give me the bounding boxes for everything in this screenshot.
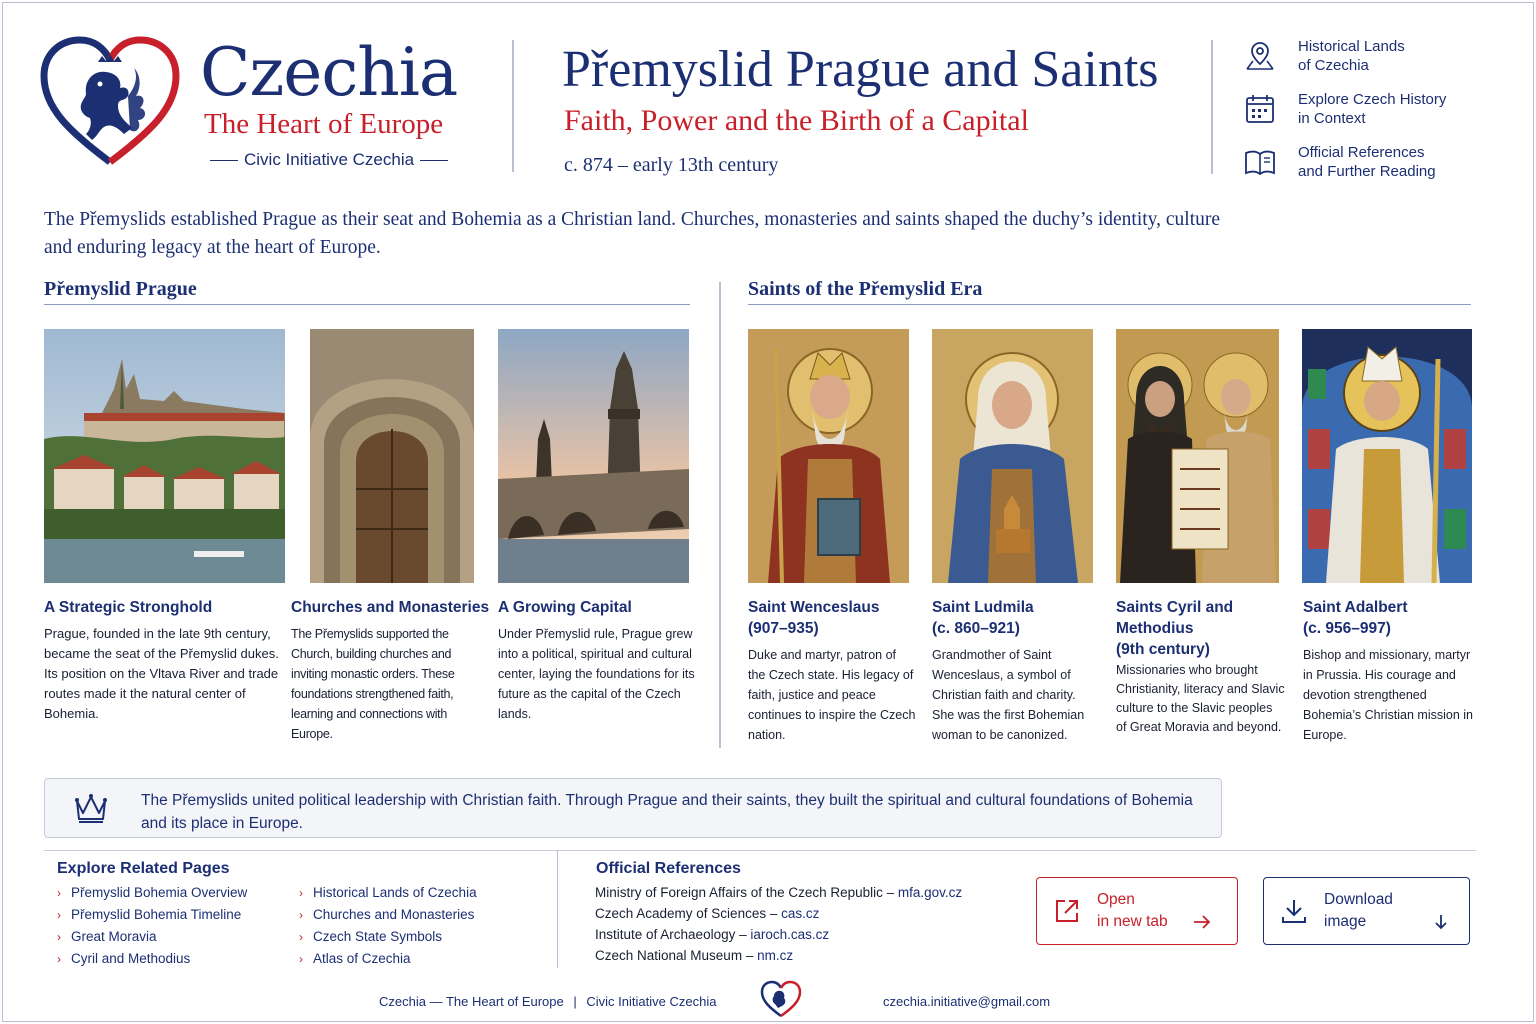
card-title-capital: A Growing Capital bbox=[498, 599, 632, 616]
related-link[interactable]: › Přemyslid Bohemia Overview bbox=[57, 885, 248, 900]
header-divider bbox=[512, 40, 514, 172]
crown-icon bbox=[73, 791, 109, 825]
saint-title-adalbert: Saint Adalbert (c. 956–997) bbox=[1303, 599, 1408, 637]
footer-brand-text: Czechia — The Heart of Europe | Civic Initiative Czechia bbox=[379, 994, 717, 1009]
footer-heart-logo bbox=[760, 980, 802, 1018]
footer-email-link[interactable]: czechia.initiative@gmail.com bbox=[883, 994, 1051, 1009]
saints-cyril-methodius-icon-image bbox=[1116, 329, 1279, 583]
related-link[interactable]: › Historical Lands of Czechia bbox=[299, 885, 477, 900]
related-list-col1 bbox=[57, 882, 247, 970]
saint-adalbert-stained-glass-image bbox=[1302, 329, 1472, 583]
saint-title-cyril-methodius: Saints Cyril and Methodius (9th century) bbox=[1116, 599, 1234, 658]
charles-bridge-image bbox=[498, 329, 689, 583]
related-heading: Explore Related Pages bbox=[57, 860, 230, 877]
calendar-icon bbox=[1242, 91, 1278, 127]
related-link[interactable]: › Great Moravia bbox=[57, 929, 157, 944]
saint-title-ludmila: Saint Ludmila (c. 860–921) bbox=[932, 599, 1034, 637]
brand-initiative: Civic Initiative Czechia bbox=[204, 150, 454, 170]
top-link-historical-lands[interactable]: Historical Lands of Czechia bbox=[1242, 34, 1502, 78]
book-icon bbox=[1242, 144, 1278, 180]
download-image-button[interactable]: Download image bbox=[1263, 877, 1470, 945]
reference-link[interactable]: iaroch.cas.cz bbox=[750, 927, 830, 942]
related-link[interactable]: › Czech State Symbols bbox=[299, 929, 443, 944]
saint-text-adalbert: Bishop and missionary, martyr in Prussia. His courage and devotion strengthened Bohemia’s Christian mission in Europe. bbox=[1303, 648, 1473, 742]
card-text-stronghold: Prague, founded in the late 9th century, became the seat of the Přemyslid dukes. Its position on the Vltava River and trade routes made it the natural center of Bohemia. bbox=[44, 626, 279, 721]
chevron-right-icon: › bbox=[299, 908, 303, 922]
references-heading: Official References bbox=[596, 860, 741, 877]
open-new-tab-button[interactable]: Open in new tab bbox=[1036, 877, 1238, 945]
reference-item: Institute of Archaeology – iaroch.cas.cz bbox=[595, 927, 830, 942]
brand-title: Czechia bbox=[200, 34, 458, 111]
saint-title-wenceslaus: Saint Wenceslaus (907–935) bbox=[748, 599, 880, 637]
card-text-capital: Under Přemyslid rule, Prague grew into a political, spiritual and cultural center, laying the foundations for its future as the capital of the Czech lands. bbox=[498, 627, 695, 721]
section-rule-prague bbox=[44, 304, 690, 305]
top-link-official-references[interactable]: Official References and Further Reading bbox=[1242, 140, 1502, 184]
chevron-right-icon: › bbox=[299, 952, 303, 966]
section-heading-saints: Saints of the Přemyslid Era bbox=[748, 278, 983, 300]
arrow-down-icon bbox=[1434, 914, 1448, 930]
saint-text-wenceslaus: Duke and martyr, patron of the Czech state. His legacy of faith, justice and peace continues to inspire the Czech nation. bbox=[748, 648, 916, 742]
brand-subtitle: The Heart of Europe bbox=[204, 108, 444, 140]
reference-item: Czech National Museum – nm.cz bbox=[595, 948, 794, 963]
summary-banner-text: The Přemyslids united political leadership with Christian faith. Through Prague and their saints, they built the spiritual and cultural foundations of Bohemia and its place in Europe. bbox=[141, 792, 1193, 832]
reference-item: Ministry of Foreign Affairs of the Czech Republic – mfa.gov.cz bbox=[595, 885, 963, 900]
card-title-stronghold: A Strategic Stronghold bbox=[44, 599, 213, 616]
external-link-icon bbox=[1053, 897, 1081, 925]
saint-ludmila-icon-image bbox=[932, 329, 1093, 583]
footer-rule bbox=[44, 850, 1476, 851]
map-pin-icon bbox=[1242, 38, 1278, 74]
page-title: Přemyslid Prague and Saints bbox=[562, 41, 1159, 98]
footer-divider bbox=[557, 850, 558, 968]
download-icon bbox=[1280, 897, 1308, 925]
page-date-range: c. 874 – early 13th century bbox=[564, 154, 779, 176]
saint-text-ludmila: Grandmother of Saint Wenceslaus, a symbol of Christian faith and charity. She was the first Bohemian woman to be canonized. bbox=[932, 648, 1085, 742]
card-title-churches: Churches and Monasteries bbox=[291, 599, 490, 616]
related-link[interactable]: › Cyril and Methodius bbox=[57, 951, 191, 966]
top-links-divider bbox=[1211, 40, 1213, 174]
reference-item: Czech Academy of Sciences – cas.cz bbox=[595, 906, 820, 921]
summary-banner bbox=[44, 778, 1222, 838]
chevron-right-icon: › bbox=[57, 952, 61, 966]
reference-link[interactable]: mfa.gov.cz bbox=[897, 885, 963, 900]
saint-wenceslaus-icon-image bbox=[748, 329, 909, 583]
related-list-col2 bbox=[299, 882, 477, 970]
chevron-right-icon: › bbox=[57, 908, 61, 922]
references-list bbox=[595, 882, 962, 966]
related-link[interactable]: › Atlas of Czechia bbox=[299, 951, 411, 966]
page-subtitle: Faith, Power and the Birth of a Capital bbox=[564, 104, 1029, 137]
section-divider bbox=[719, 282, 721, 748]
section-heading-prague: Přemyslid Prague bbox=[44, 278, 197, 300]
card-text-churches: The Přemyslids supported the Church, building churches and inviting monastic orders. These foundations strengthened faith, learning and connections with Europe. bbox=[291, 627, 455, 741]
saint-text-cyril-methodius: Missionaries who brought Christianity, literacy and Slavic culture to the Slavic peoples of Great Moravia and beyond. bbox=[1116, 663, 1285, 734]
reference-link[interactable]: nm.cz bbox=[757, 948, 794, 963]
chevron-right-icon: › bbox=[299, 886, 303, 900]
related-link[interactable]: › Přemyslid Bohemia Timeline bbox=[57, 907, 242, 922]
chevron-right-icon: › bbox=[57, 930, 61, 944]
section-rule-saints bbox=[748, 304, 1471, 305]
intro-text: The Přemyslids established Prague as their seat and Bohemia as a Christian land. Churches, monasteries and saints shaped the duchy’s identity, culture and enduring legacy at the heart of Europe. bbox=[44, 209, 1221, 258]
arrow-right-icon bbox=[1193, 915, 1211, 929]
heart-lion-logo bbox=[40, 36, 180, 168]
reference-link[interactable]: cas.cz bbox=[781, 906, 820, 921]
chevron-right-icon: › bbox=[299, 930, 303, 944]
prague-castle-image bbox=[44, 329, 285, 583]
chevron-right-icon: › bbox=[57, 886, 61, 900]
top-link-explore-history[interactable]: Explore Czech History in Context bbox=[1242, 87, 1502, 131]
romanesque-portal-image bbox=[310, 329, 474, 583]
related-link[interactable]: › Churches and Monasteries bbox=[299, 907, 475, 922]
